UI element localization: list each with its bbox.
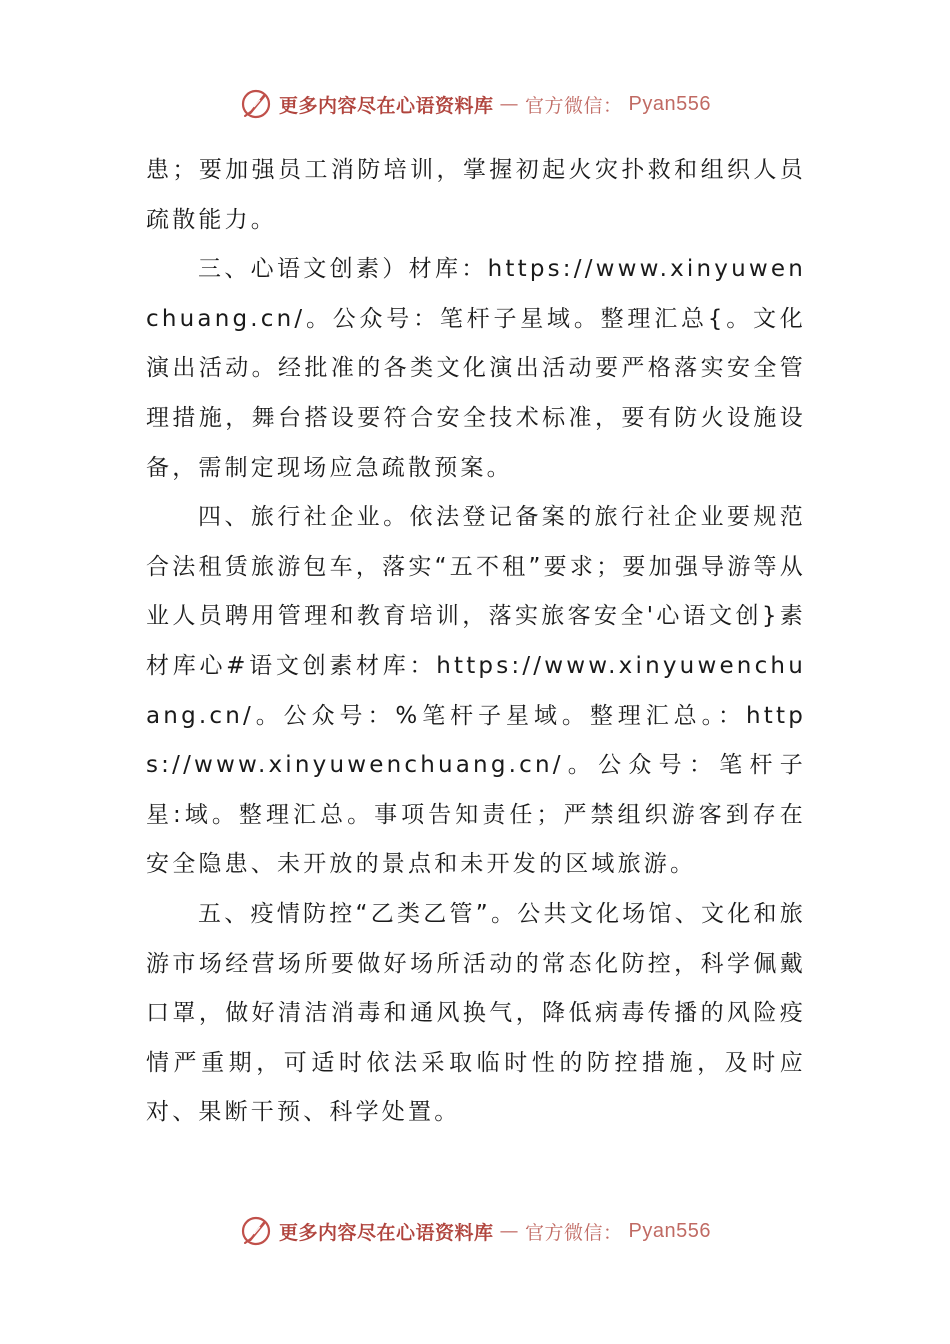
banner-dash: — [499, 1220, 520, 1242]
paragraph-section-5: 五、疫情防控“乙类乙管”。公共文化场馆、文化和旅游市场经营场所要做好场所活动的常态化防控，科学佩戴口罩，做好清洁消毒和通风换气，降低病毒传播的风险疫情严重期，可适时依法采取临时性的防控措施，及时应对、果断干预、科学处置。 [146, 900, 806, 1126]
feather-pen-logo-icon [239, 87, 273, 121]
paragraph-section-3: 三、心语文创素）材库：https://www.xinyuwenchuang.cn/。公众号：笔杆子星域。整理汇总{。文化演出活动。经批准的各类文化演出活动要严格落实安全管理措施，舞台搭设要符合安全技术标准，要有防火设施设备，需制定现场应急疏散预案。 [146, 256, 806, 481]
feather-pen-logo-icon [239, 1214, 273, 1248]
banner-main-text: 更多内容尽在心语资料库 [279, 1221, 494, 1244]
header-banner [0, 84, 950, 124]
footer-banner [0, 1211, 950, 1251]
banner-main-text: 更多内容尽在心语资料库 [279, 94, 494, 117]
paragraph-continuation: 患；要加强员工消防培训，掌握初起火灾扑救和组织人员疏散能力。 [146, 157, 806, 233]
paragraph-section-4: 四、旅行社企业。依法登记备案的旅行社企业要规范合法租赁旅游包车，落实“五不租”要求；要加强导游等从业人员聘用管理和教育培训，落实旅客安全'心语文创}素材库心#语文创素材库：https://www.xinyuwenchuang.cn/。公众号：%笔杆子星域。整理汇总。：https://www.xinyuwenchuang.cn/。公众号：笔杆子星:域。整理汇总。事项告知责任；严禁组织游客到存在安全隐患、未开放的景点和未开发的区域旅游。 [146, 504, 806, 878]
banner-wechat-handle: Pyan556 [628, 92, 711, 115]
banner-dash: — [499, 93, 520, 115]
banner-wechat-label: 官方微信： [525, 94, 623, 117]
banner-wechat-handle: Pyan556 [628, 1219, 711, 1242]
document-body [146, 146, 806, 1138]
banner-wechat-label: 官方微信： [525, 1221, 623, 1244]
